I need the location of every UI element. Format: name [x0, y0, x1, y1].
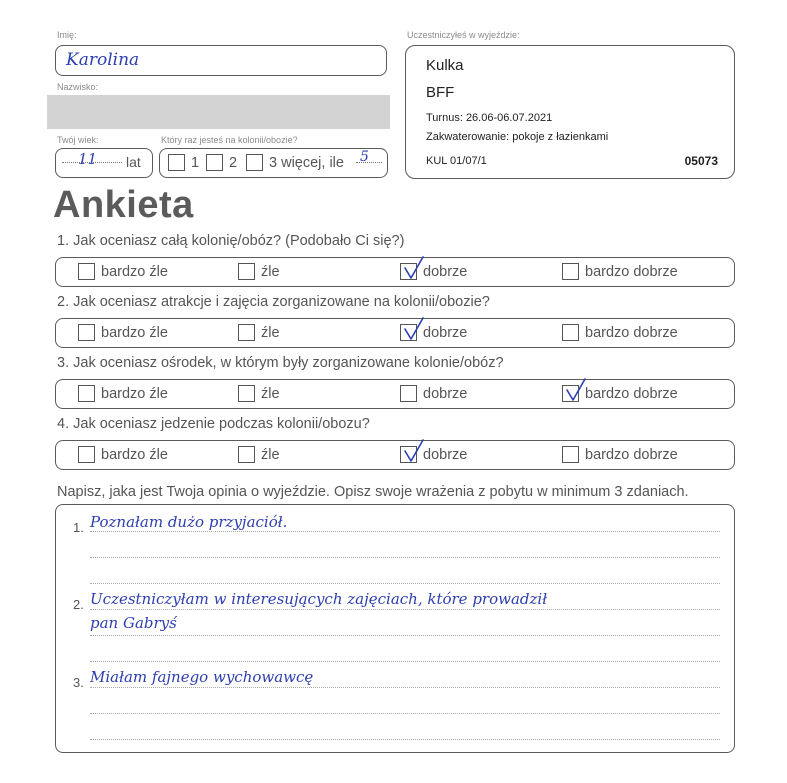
age-label: Twój wiek:: [57, 135, 99, 145]
checkbox[interactable]: [78, 385, 95, 402]
writing-line: [90, 661, 720, 662]
checkbox[interactable]: [238, 385, 255, 402]
question-text: Jak oceniasz atrakcje i zajęcia zorganizowane na kolonii/obozie?: [73, 294, 490, 310]
age-unit: lat: [126, 154, 141, 170]
checkbox[interactable]: [562, 385, 579, 402]
option-label: dobrze: [423, 385, 468, 402]
question-number: 3.: [57, 355, 70, 371]
checkmark-icon: [403, 439, 425, 463]
checkmark-icon: [403, 317, 425, 341]
option-1-1[interactable]: [78, 263, 168, 280]
name-field[interactable]: [55, 45, 387, 76]
times-field[interactable]: [159, 148, 388, 178]
age-value: 11: [78, 150, 98, 168]
question-1: [57, 233, 404, 249]
writing-line: [90, 609, 720, 610]
trip-code-left: KUL 01/07/1: [426, 155, 487, 167]
option-3-4[interactable]: [562, 385, 678, 402]
checkbox[interactable]: [78, 263, 95, 280]
checkbox[interactable]: [206, 154, 223, 171]
answer-number: 2.: [73, 597, 84, 612]
survey-title: Ankieta: [53, 184, 194, 226]
question-text: Jak oceniasz jedzenie podczas kolonii/obozu?: [73, 416, 370, 432]
checkmark-icon: [565, 378, 587, 402]
question-3: [57, 355, 504, 371]
answer-line: Uczestniczyłam w interesujących zajęciach, które prowadził: [90, 590, 548, 608]
checkbox[interactable]: [78, 324, 95, 341]
option-label: źle: [261, 324, 280, 341]
writing-line: [90, 583, 720, 584]
checkbox[interactable]: [562, 446, 579, 463]
trip-card: [405, 45, 735, 179]
option-label: dobrze: [423, 446, 468, 463]
option-label: bardzo dobrze: [585, 446, 678, 463]
question-2: [57, 294, 490, 310]
trip-label: Uczestniczyłeś w wyjeździe:: [407, 30, 520, 40]
name-value: Karolina: [66, 50, 140, 70]
opinion-prompt: Napisz, jaka jest Twoja opinia o wyjeździe. Opisz swoje wrażenia z pobytu w minimum 3 zdaniach.: [57, 484, 689, 500]
option-label: bardzo źle: [101, 324, 168, 341]
option-2-4[interactable]: [562, 324, 678, 341]
checkbox[interactable]: [400, 385, 417, 402]
surname-label: Nazwisko:: [57, 82, 99, 92]
answer-line: Miałam fajnego wychowawcę: [90, 668, 314, 686]
option-3-2[interactable]: [238, 385, 280, 402]
writing-line: [90, 635, 720, 636]
writing-line: [90, 557, 720, 558]
option-label: bardzo dobrze: [585, 385, 678, 402]
checkbox[interactable]: [400, 446, 417, 463]
option-label: źle: [261, 446, 280, 463]
trip-line1: Kulka: [426, 57, 464, 74]
trip-accommodation: Zakwaterowanie: pokoje z łazienkami: [426, 131, 609, 143]
question-4: [57, 416, 370, 432]
trip-turnus: Turnus: 26.06-06.07.2021: [426, 112, 553, 124]
option-4-4[interactable]: [562, 446, 678, 463]
redaction-block: [47, 95, 390, 129]
option-label: źle: [261, 263, 280, 280]
checkmark-icon: [403, 256, 425, 280]
option-label: bardzo dobrze: [585, 263, 678, 280]
writing-line: [90, 531, 720, 532]
checkbox[interactable]: [562, 263, 579, 280]
trip-code-right: 05073: [684, 154, 718, 168]
option-2-3[interactable]: [400, 324, 467, 341]
name-label: Imię:: [57, 30, 77, 40]
writing-line: [90, 687, 720, 688]
answer-number: 3.: [73, 675, 84, 690]
checkbox[interactable]: [238, 263, 255, 280]
age-field[interactable]: [55, 148, 153, 178]
option-label: dobrze: [423, 324, 468, 341]
question-text: Jak oceniasz całą kolonię/obóz? (Podobało Ci się?): [73, 233, 405, 249]
trip-line2: BFF: [426, 84, 455, 101]
question-number: 1.: [57, 233, 70, 249]
option-label: dobrze: [423, 263, 468, 280]
question-text: Jak oceniasz ośrodek, w którym były zorganizowane kolonie/obóz?: [73, 355, 504, 371]
option-2-1[interactable]: [78, 324, 168, 341]
option-label: bardzo źle: [101, 385, 168, 402]
option-3-1[interactable]: [78, 385, 168, 402]
times-label: Który raz jesteś na kolonii/obozie?: [161, 135, 298, 145]
checkbox[interactable]: [238, 446, 255, 463]
option-4-2[interactable]: [238, 446, 280, 463]
option-4-1[interactable]: [78, 446, 168, 463]
option-1-2[interactable]: [238, 263, 280, 280]
checkbox[interactable]: [168, 154, 185, 171]
checkbox[interactable]: [400, 324, 417, 341]
option-4-3[interactable]: [400, 446, 467, 463]
question-number: 2.: [57, 294, 70, 310]
times-option-3[interactable]: 3 więcej, ile: [246, 154, 344, 171]
option-1-4[interactable]: [562, 263, 678, 280]
option-label: bardzo dobrze: [585, 324, 678, 341]
option-1-3[interactable]: [400, 263, 467, 280]
option-2-2[interactable]: [238, 324, 280, 341]
checkbox[interactable]: [246, 154, 263, 171]
times-option-1[interactable]: 1: [168, 154, 199, 171]
option-label: bardzo źle: [101, 446, 168, 463]
checkbox[interactable]: [400, 263, 417, 280]
checkbox[interactable]: [78, 446, 95, 463]
question-number: 4.: [57, 416, 70, 432]
answer-line: Poznałam dużo przyjaciół.: [90, 513, 288, 531]
checkbox[interactable]: [562, 324, 579, 341]
option-label: źle: [261, 385, 280, 402]
answer-line: pan Gabryś: [90, 614, 177, 632]
answer-number: 1.: [73, 520, 84, 535]
times-option-2[interactable]: 2: [206, 154, 237, 171]
checkbox[interactable]: [238, 324, 255, 341]
writing-line: [90, 713, 720, 714]
option-3-3[interactable]: [400, 385, 467, 402]
option-label: bardzo źle: [101, 263, 168, 280]
writing-line: [90, 739, 720, 740]
times-value: 5: [360, 149, 369, 165]
